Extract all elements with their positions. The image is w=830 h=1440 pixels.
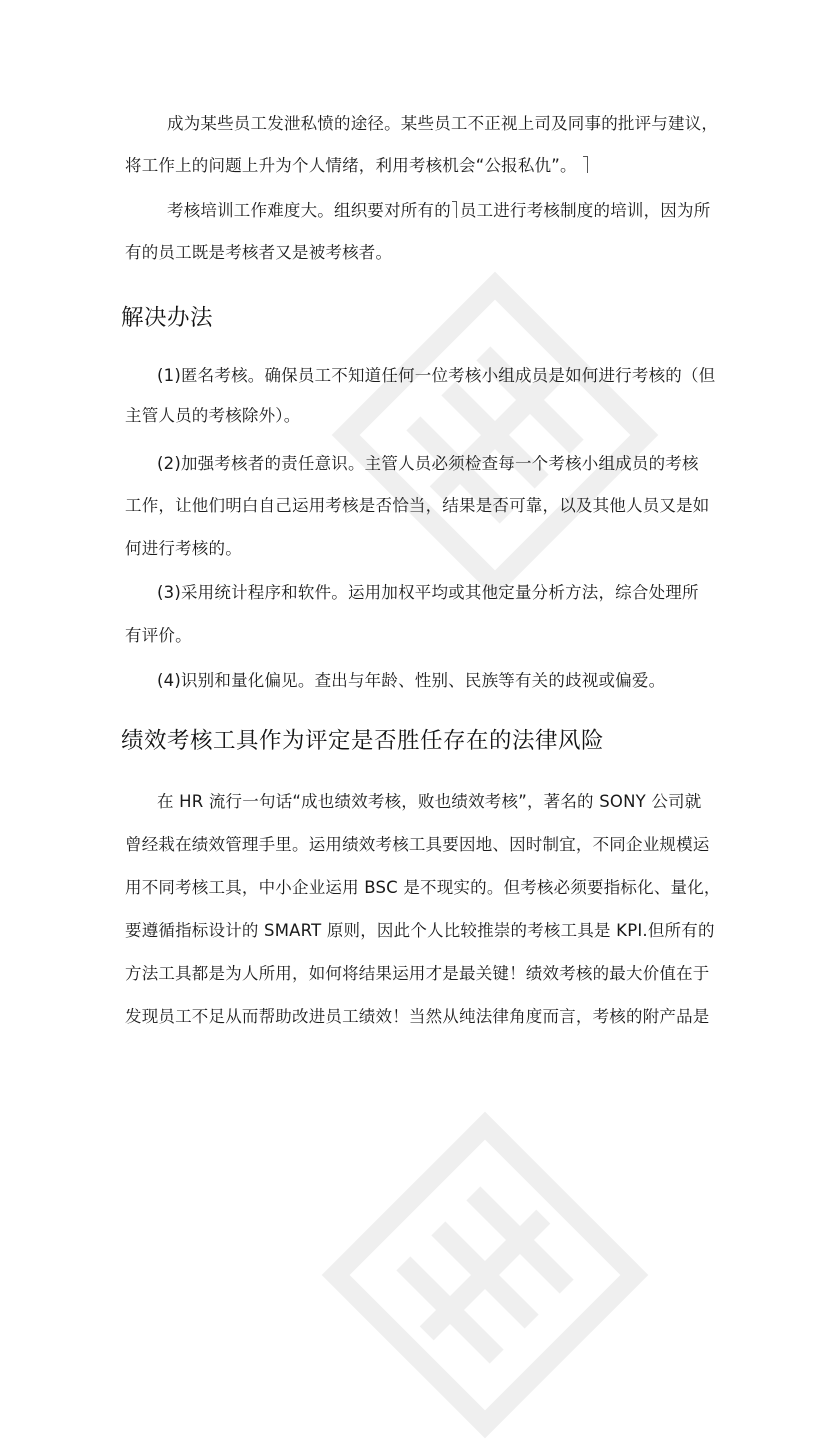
text-marker-icon (452, 201, 457, 218)
watermark-logo (330, 270, 660, 600)
paragraph-text: 将工作上的问题上升为个人情绪，利用考核机会“公报私仇”。 (125, 156, 577, 175)
list-item-line: 何进行考核的。 (125, 539, 242, 558)
list-item-line: (2)加强考核者的责任意识。主管人员必须检查每一个考核小组成员的考核 (157, 454, 699, 473)
paragraph-text: 员工进行考核制度的培训，因为所 (459, 201, 711, 220)
list-item-line: 有评价。 (125, 626, 192, 645)
paragraph-text: 考核培训工作难度大。组织要对所有的 (167, 201, 451, 220)
watermark-logo (320, 1110, 650, 1440)
paragraph-line (125, 155, 588, 177)
list-item-line: (1)匿名考核。确保员工不知道任何一位考核小组成员是如何进行考核的（但 (157, 366, 716, 385)
paragraph-line: 用不同考核工具，中小企业运用 BSC 是不现实的。但考核必须要指标化、量化， (125, 878, 721, 897)
paragraph-line: 在 HR 流行一句话“成也绩效考核，败也绩效考核”，著名的 SONY 公司就 (157, 792, 702, 811)
list-item-line: 工作，让他们明白自己运用考核是否恰当，结果是否可靠，以及其他人员又是如 (125, 496, 710, 515)
paragraph-line: 发现员工不足从而帮助改进员工绩效！当然从纯法律角度而言，考核的附产品是 (125, 1007, 710, 1026)
list-item-line: (3)采用统计程序和软件。运用加权平均或其他定量分析方法，综合处理所 (157, 583, 699, 602)
paragraph-line: 要遵循指标设计的 SMART 原则，因此个人比较推崇的考核工具是 KPI.但所有的 (125, 921, 715, 940)
list-item-line: 主管人员的考核除外）。 (125, 406, 301, 425)
paragraph-line: 有的员工既是考核者又是被考核者。 (125, 243, 393, 262)
paragraph-line: 成为某些员工发泄私愤的途径。某些员工不正视上司及同事的批评与建议， (167, 114, 719, 133)
paragraph-line: 曾经栽在绩效管理手里。运用绩效考核工具要因地、因时制宜，不同企业规模运 (125, 835, 710, 854)
paragraph-line (167, 200, 710, 222)
paragraph-line: 方法工具都是为人所用，如何将结果运用才是最关键！绩效考核的最大价值在于 (125, 964, 710, 983)
section-heading: 绩效考核工具作为评定是否胜任存在的法律风险 (121, 728, 605, 754)
text-marker-icon (583, 156, 588, 173)
list-item-line: (4)识别和量化偏见。查出与年龄、性别、民族等有关的歧视或偏爱。 (157, 671, 666, 690)
section-heading: 解决办法 (121, 305, 214, 331)
